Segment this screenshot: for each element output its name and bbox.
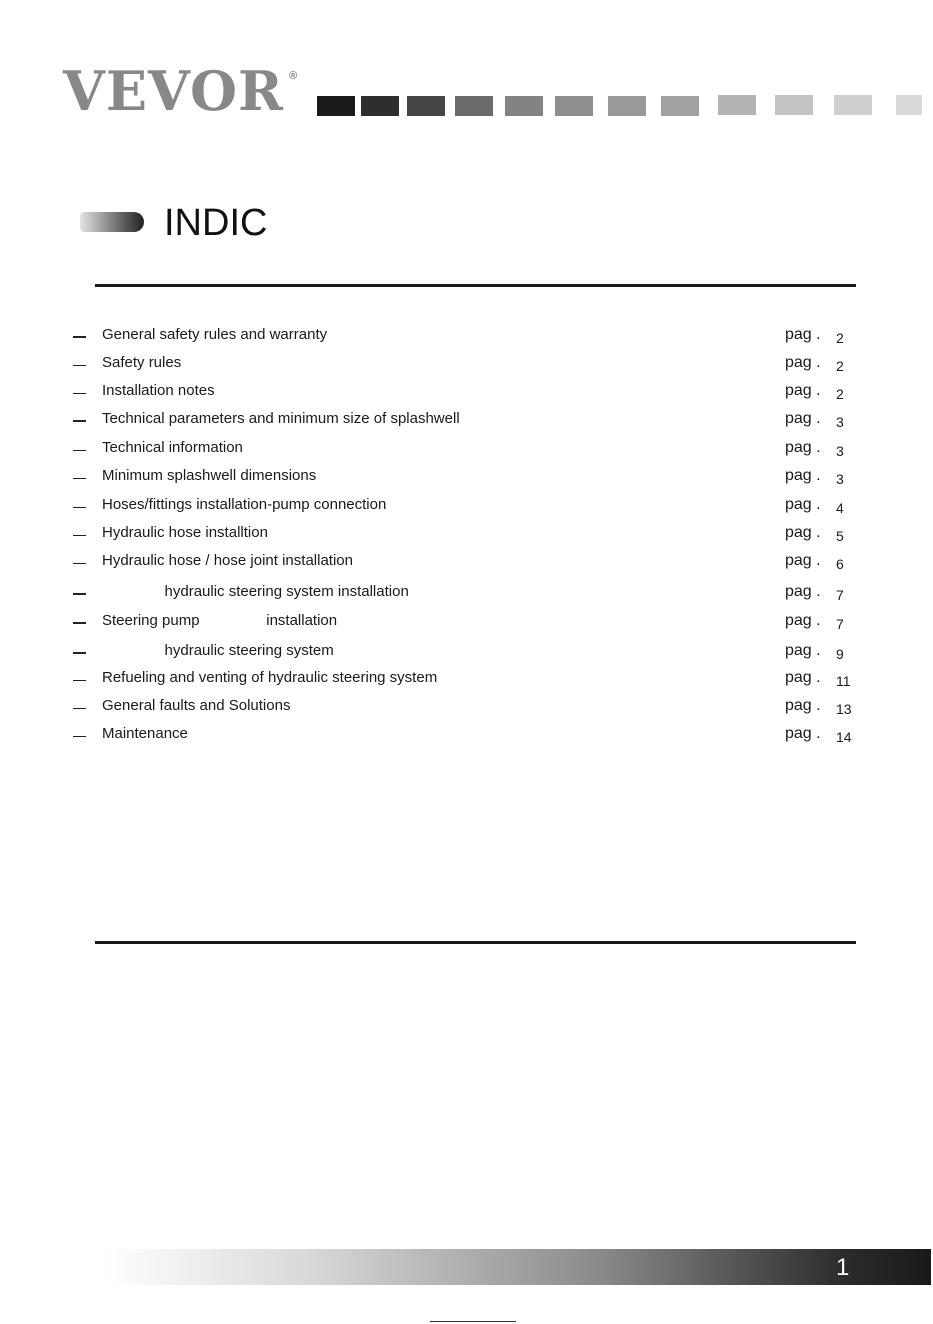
- toc-entry-title: Minimum splashwell dimensions: [102, 467, 317, 484]
- toc-dash: [73, 507, 86, 508]
- toc-dash: [73, 680, 86, 681]
- registered-mark: ®: [289, 70, 298, 82]
- toc-entry[interactable]: [0, 697, 933, 721]
- scan-artifact: [430, 1321, 516, 1322]
- toc-entry-title: Hydraulic hose / hose joint installation: [102, 552, 353, 569]
- toc-entry-title: hydraulic steering system: [102, 642, 334, 659]
- toc-dash: [73, 365, 86, 366]
- toc-entry-title: Hydraulic hose installtion: [102, 524, 268, 541]
- header-bar: [505, 96, 543, 116]
- section-title: INDIC: [164, 202, 268, 244]
- toc-entry[interactable]: [0, 410, 933, 434]
- toc-entry-title: Maintenance: [102, 725, 188, 742]
- toc-page-number: 3: [836, 414, 844, 430]
- toc-page-number: 2: [836, 330, 844, 346]
- toc-entry-title: Installation notes: [102, 382, 215, 399]
- toc-pag-label: pag .: [785, 669, 821, 686]
- toc-entry-title: Technical information: [102, 439, 243, 456]
- header-bar: [896, 95, 922, 115]
- toc-entry[interactable]: [0, 552, 933, 576]
- toc-page-number: 4: [836, 500, 844, 516]
- toc-dash: [73, 622, 86, 624]
- toc-pag-label: pag .: [785, 612, 821, 629]
- toc-dash: [73, 535, 86, 536]
- toc-page-number: 7: [836, 587, 844, 603]
- toc-dash: [73, 652, 86, 654]
- toc-page-number: 7: [836, 616, 844, 632]
- header-bar: [455, 96, 493, 116]
- toc-page-number: 11: [836, 673, 851, 689]
- bottom-rule: [95, 941, 856, 944]
- toc-dash: [73, 393, 86, 394]
- toc-dash: [73, 450, 86, 451]
- header-bar: [555, 96, 593, 116]
- toc-pag-label: pag .: [785, 439, 821, 456]
- toc-entry[interactable]: [0, 326, 933, 350]
- toc-entry-title: General safety rules and warranty: [102, 326, 328, 343]
- toc-entry[interactable]: [0, 725, 933, 749]
- toc-entry[interactable]: [0, 354, 933, 378]
- toc-entry-title: General faults and Solutions: [102, 697, 291, 714]
- header-bar: [775, 95, 813, 115]
- toc-pag-label: pag .: [785, 410, 821, 427]
- header-bar: [834, 95, 872, 115]
- toc-dash: [73, 736, 86, 737]
- toc-entry-title: Technical parameters and minimum size of splashwell: [102, 410, 460, 427]
- toc-page-number: 13: [836, 701, 852, 717]
- toc-page-number: 9: [836, 646, 844, 662]
- top-rule: [95, 284, 856, 287]
- toc-entry-title: Hoses/fittings installation-pump connection: [102, 496, 387, 513]
- toc-pag-label: pag .: [785, 382, 821, 399]
- header-bar: [718, 95, 756, 115]
- toc-entry-title: Refueling and venting of hydraulic steering system: [102, 669, 438, 686]
- toc-page-number: 6: [836, 556, 844, 572]
- toc-dash: [73, 593, 86, 595]
- toc-entry-title: Steering pump installation: [102, 612, 338, 629]
- toc-entry[interactable]: [0, 524, 933, 548]
- toc-entry[interactable]: [0, 583, 933, 607]
- toc-dash: [73, 708, 86, 709]
- toc-entry-title: hydraulic steering system installation: [102, 583, 409, 600]
- toc-page-number: 5: [836, 528, 844, 544]
- toc-dash: [73, 336, 86, 338]
- vevor-logo: VEVOR: [63, 59, 284, 123]
- toc-entry[interactable]: [0, 642, 933, 666]
- header-bar: [317, 96, 355, 116]
- toc-dash: [73, 478, 86, 479]
- toc-page-number: 2: [836, 386, 844, 402]
- toc-entry[interactable]: [0, 382, 933, 406]
- toc-page-number: 3: [836, 443, 844, 459]
- toc-pag-label: pag .: [785, 467, 821, 484]
- toc-dash: [73, 563, 86, 564]
- toc-dash: [73, 420, 86, 422]
- footer-gradient-bar: [105, 1249, 931, 1285]
- toc-pag-label: pag .: [785, 642, 821, 659]
- toc-pag-label: pag .: [785, 326, 821, 343]
- toc-pag-label: pag .: [785, 697, 821, 714]
- toc-entry-title: Safety rules: [102, 354, 182, 371]
- toc-entry[interactable]: [0, 467, 933, 491]
- toc-pag-label: pag .: [785, 725, 821, 742]
- toc-pag-label: pag .: [785, 583, 821, 600]
- toc-page-number: 2: [836, 358, 844, 374]
- section-bullet-icon: [80, 212, 144, 232]
- toc-entry[interactable]: [0, 496, 933, 520]
- page-number: 1: [836, 1254, 850, 1281]
- header-bar: [361, 96, 399, 116]
- toc-page-number: 3: [836, 471, 844, 487]
- toc-entry[interactable]: [0, 669, 933, 693]
- toc-pag-label: pag .: [785, 496, 821, 513]
- header-bar: [608, 96, 646, 116]
- header-bar: [661, 96, 699, 116]
- toc-pag-label: pag .: [785, 354, 821, 371]
- toc-entry[interactable]: [0, 612, 933, 636]
- toc-pag-label: pag .: [785, 524, 821, 541]
- toc-entry[interactable]: [0, 439, 933, 463]
- toc-pag-label: pag .: [785, 552, 821, 569]
- header-bar: [407, 96, 445, 116]
- toc-page-number: 14: [836, 729, 852, 745]
